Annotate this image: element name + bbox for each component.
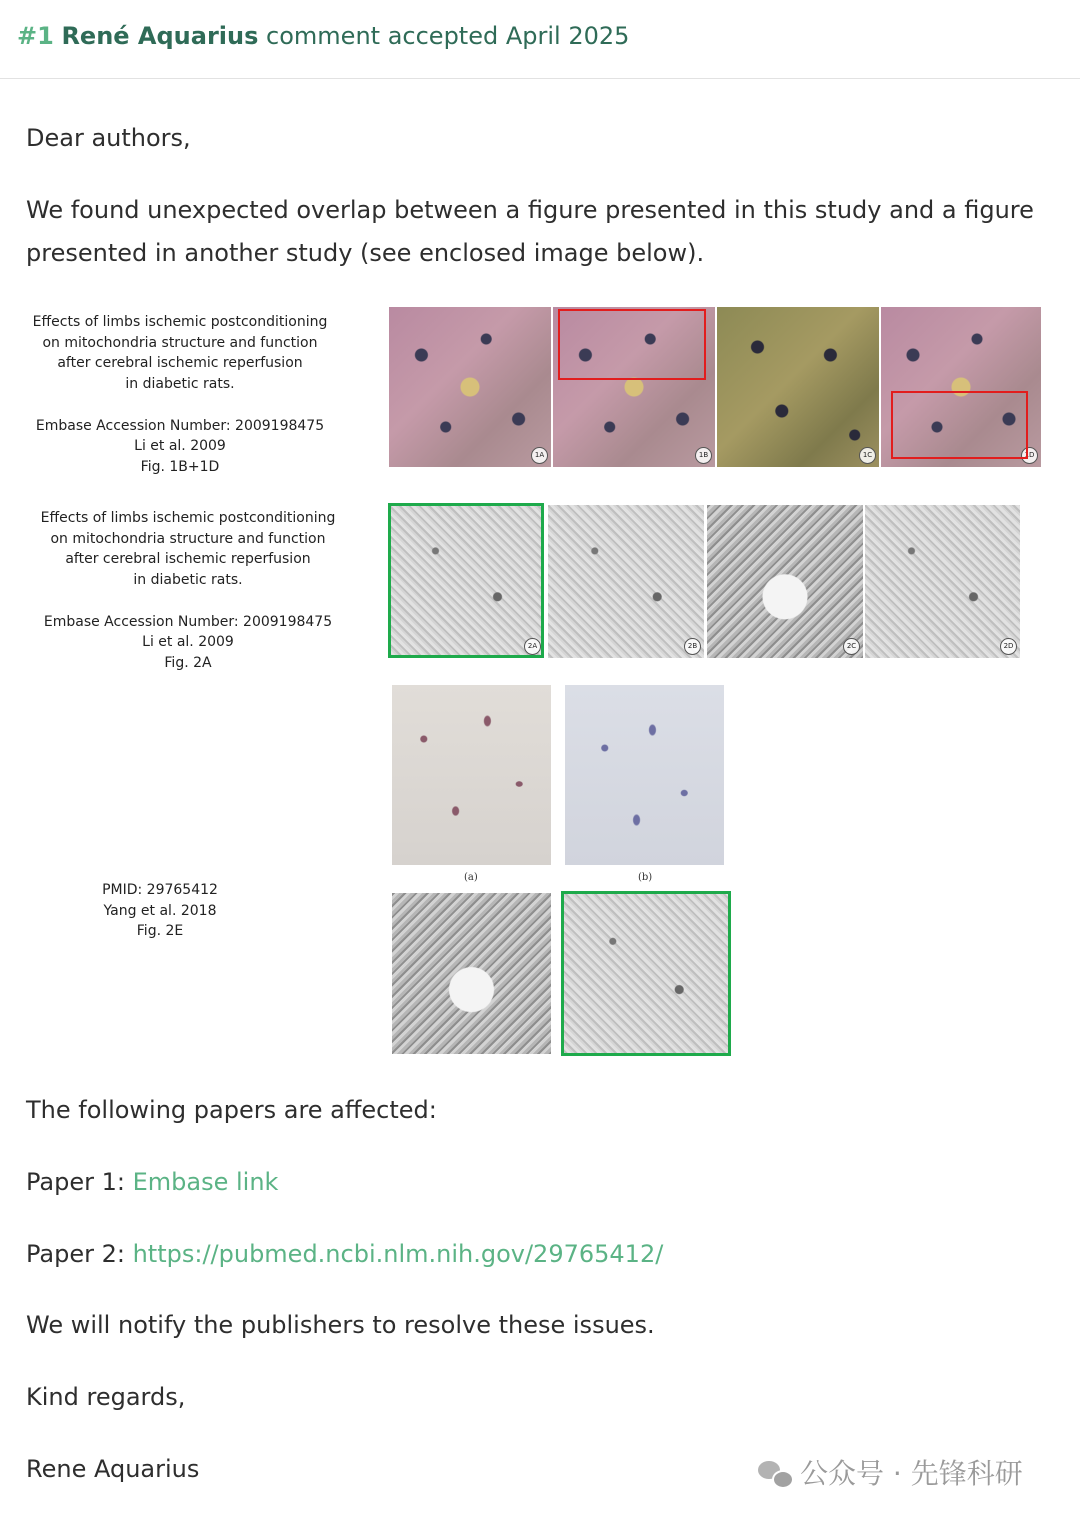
panel-label: 1B [695, 447, 712, 464]
paper2-prefix: Paper 2: [26, 1240, 125, 1268]
micrograph-ihc-a [392, 685, 551, 865]
closing-text: Kind regards, [26, 1383, 186, 1411]
caption-line: on mitochondria structure and function [50, 530, 326, 547]
comment-header [0, 0, 1080, 79]
caption-line: Fig. 1B+1D [140, 458, 220, 475]
paper1-line [26, 1168, 278, 1196]
caption-line: Effects of limbs ischemic postconditioning [40, 510, 336, 526]
panel-label: 1D [1021, 447, 1038, 464]
caption-line: Effects of limbs ischemic postconditioning [32, 314, 328, 330]
overlap-highlight-green [388, 503, 544, 658]
notify-text: We will notify the publishers to resolve these issues. [26, 1311, 655, 1339]
comment-author[interactable]: René Aquarius [61, 22, 259, 50]
caption-line: Fig. 2E [136, 923, 184, 940]
overlap-highlight-red [558, 309, 706, 380]
affected-heading: The following papers are affected: [26, 1096, 437, 1124]
sublabel-b: (b) [638, 872, 653, 883]
comment-status: comment accepted April 2025 [266, 22, 630, 50]
wechat-icon [758, 1461, 792, 1487]
paper2-line [26, 1240, 663, 1268]
comment-header-line [17, 22, 629, 50]
caption-line: on mitochondria structure and function [42, 334, 318, 351]
intro-line-1: We found unexpected overlap between a figure presented in this study and a figure [26, 196, 1034, 224]
embase-link[interactable]: Embase link [132, 1168, 279, 1196]
overlap-highlight-green [561, 891, 731, 1056]
caption-line: Yang et al. 2018 [103, 902, 217, 919]
caption-line: Embase Accession Number: 2009198475 [35, 417, 325, 434]
caption-line: in diabetic rats. [125, 376, 235, 393]
intro-line-2: presented in another study (see enclosed image below). [26, 239, 705, 267]
panel-label: 1A [531, 447, 548, 464]
paper1-prefix: Paper 1: [26, 1168, 125, 1196]
caption-line: in diabetic rats. [133, 572, 243, 589]
caption-paper2 [80, 880, 240, 942]
greeting: Dear authors, [26, 124, 191, 152]
caption-line: Li et al. 2009 [142, 634, 234, 651]
panel-label: 1C [859, 447, 876, 464]
micrograph-2c [707, 505, 863, 658]
panel-label: 2A [524, 638, 541, 655]
caption-line [38, 591, 338, 612]
caption-line: after cerebral ischemic reperfusion [65, 551, 311, 568]
caption-line: Fig. 2A [164, 654, 212, 671]
caption-line [30, 395, 330, 416]
pubmed-link[interactable]: https://pubmed.ncbi.nlm.nih.gov/29765412/ [132, 1240, 664, 1268]
micrograph-2e-left [392, 893, 551, 1054]
panel-label: 2B [684, 638, 701, 655]
micrograph-1a [389, 307, 551, 467]
watermark-text: 公众号 · 先锋科研 [800, 1457, 1023, 1490]
panel-label: 2D [1000, 638, 1017, 655]
sublabel-a: (a) [464, 872, 478, 883]
caption-line: PMID: 29765412 [102, 882, 218, 898]
caption-line: Embase Accession Number: 2009198475 [43, 613, 333, 630]
caption-paper1-fig1 [30, 312, 330, 478]
overlap-highlight-red [891, 391, 1028, 459]
panel-label: 2C [843, 638, 860, 655]
caption-line: Li et al. 2009 [134, 438, 226, 455]
comment-number[interactable]: #1 [17, 22, 54, 50]
micrograph-2d [865, 505, 1020, 658]
caption-paper1-fig2 [38, 508, 338, 674]
micrograph-2b [548, 505, 704, 658]
micrograph-ihc-b [565, 685, 724, 865]
watermark [758, 1452, 1023, 1492]
caption-line: after cerebral ischemic reperfusion [57, 355, 303, 372]
signature: Rene Aquarius [26, 1455, 200, 1483]
micrograph-1c [717, 307, 879, 467]
